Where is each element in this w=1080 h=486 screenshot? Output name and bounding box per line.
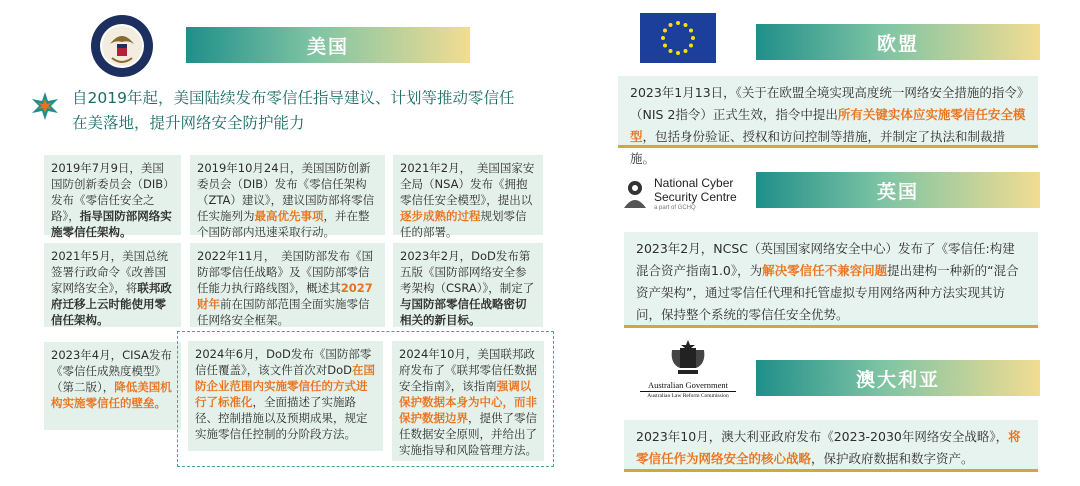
- text-highlight: 逐步成熟的过程: [400, 209, 481, 223]
- au-banner: [756, 360, 1040, 396]
- uk-card: [624, 232, 1038, 328]
- usa-card-2022-11: [190, 243, 385, 327]
- text: 2019年10月24日，美国国防创新委员会（DIB）发布《零信任架构（ZTA）建议》，建议国防部将零信任实施列为: [197, 161, 375, 223]
- au-gov-line-1: Australian Government: [640, 380, 736, 392]
- intro-line-2: 在美落地，提升网络安全防护能力: [72, 114, 305, 132]
- eu-star-icon: [676, 51, 680, 55]
- eu-flag: [640, 13, 716, 63]
- usa-card-2019-10: [190, 155, 385, 239]
- text-highlight: 解决零信任不兼容问题: [762, 263, 888, 278]
- text: 2023年2月，DoD发布第五版《国防部网络安全参考架构（CSRA）》，制定了: [400, 249, 535, 295]
- usa-card-2024-10: [392, 341, 544, 461]
- text-highlight: 降低美国机构实施零信任的壁垒。: [51, 380, 172, 410]
- text-bold: 联邦政府迁移上云时能使用零信任架构。: [51, 281, 172, 327]
- text: ，提供了零信任数据安全原则，并给出了实施指导和风险管理方法。: [399, 411, 537, 457]
- eu-banner: [756, 24, 1040, 60]
- usa-card-2023-02: [393, 243, 543, 327]
- eu-star-icon: [689, 29, 693, 33]
- eu-star-icon: [691, 36, 695, 40]
- australian-government-logo: [640, 340, 736, 404]
- ncsc-logo: [620, 176, 760, 216]
- text: 2023年2月，NCSC（英国国家网络安全中心）发布了《零信任:构建混合资产指南1.0》，为: [636, 241, 1015, 278]
- text-highlight: 强调以保护数据本身为中心，而非保护数据边界: [399, 379, 537, 425]
- au-card: [624, 420, 1038, 472]
- text: ，包括身份验证、授权和访问控制等措施，并制定了执法和制裁措施。: [630, 129, 1006, 166]
- usa-card-2021-02: [393, 155, 543, 239]
- text: 前在国防部范围全面实施零信任网络安全框架。: [197, 297, 370, 327]
- text: 规划零信任的部署。: [400, 209, 527, 239]
- text: ，全面描述了实施路径、控制措施以及预期成果，规定实施零信任控制的分阶段方法。: [195, 395, 368, 441]
- text: 2019年7月9日，美国国防创新委员会（DIB）发布《零信任安全之路》，: [51, 161, 169, 223]
- text-highlight: 将零信任作为网络安全的核心战略: [636, 429, 1021, 466]
- text: 2022年11月， 美国防部发布《国防部零信任战略》及《国防部零信任能力执行路线图》，概述其: [197, 249, 374, 295]
- au-title: 澳大利亚: [855, 368, 940, 391]
- star-icon: [30, 91, 60, 121]
- uk-banner: [756, 172, 1040, 208]
- usa-banner: [186, 27, 470, 63]
- ncsc-line-2: Security Centre: [654, 190, 737, 204]
- ncsc-line-1: National Cyber: [654, 176, 734, 190]
- text-bold: 指导国防部网络实施零信任架构。: [51, 209, 172, 239]
- us-house-seal: [90, 14, 154, 78]
- uk-title: 英国: [876, 180, 919, 203]
- text-highlight: 最高优先事项: [254, 209, 324, 223]
- text-highlight: 2027财年: [197, 281, 373, 311]
- eu-star-icon: [676, 21, 680, 25]
- text: 2023年1月13日，《关于在欧盟全境实现高度统一网络安全措施的指令》（NIS 2指令）正式生效，指令中提出: [630, 85, 1024, 122]
- text: 2023年4月，CISA发布《零信任成熟度模型》（第二版），: [51, 348, 172, 394]
- au-gov-line-2: Australian Law Reform Commission: [647, 393, 729, 399]
- eu-star-icon: [669, 49, 673, 53]
- usa-intro: [72, 86, 542, 136]
- usa-card-2021-05: [44, 243, 181, 327]
- text: 2024年10月，美国联邦政府发布了《联邦零信任数据安全指南》，该指南: [399, 347, 537, 393]
- eu-star-icon: [689, 44, 693, 48]
- intro-line-1: 自2019年起，美国陆续发布零信任指导建议、计划等推动零信任: [72, 89, 515, 107]
- usa-card-2023-04: [44, 342, 181, 430]
- text-highlight: 所有关键实体应实施零信任安全模型: [630, 107, 1026, 144]
- eu-title: 欧盟: [876, 32, 919, 55]
- eu-star-icon: [663, 29, 667, 33]
- eu-star-icon: [684, 49, 688, 53]
- text: ，保护政府数据和数字资产。: [811, 451, 974, 466]
- text: 2024年6月，DoD发布《国防部零信任覆盖》，该文件首次对DoD: [195, 347, 372, 377]
- text-bold: 与国防部零信任战略密切相关的新目标。: [400, 297, 527, 327]
- text: 2021年5月，美国总统签署行政命令《改善国家网络安全》，将: [51, 249, 169, 295]
- text: 提出建构一种新的“混合资产架构”，通过零信任代理和托管虚拟专用网络两种方法实现其访问，保持整个系统的零信任安全优势。: [636, 263, 1019, 322]
- ncsc-line-3: a part of GCHQ: [654, 205, 696, 211]
- usa-card-2019-07: [44, 155, 181, 239]
- usa-card-2024-06: [188, 341, 383, 451]
- eu-star-icon: [663, 44, 667, 48]
- eu-star-icon: [669, 23, 673, 27]
- text: ，并在整个国防部内迅速采取行动。: [197, 209, 370, 239]
- usa-title: 美国: [306, 35, 349, 58]
- eu-card: [618, 76, 1038, 166]
- text: 2023年10月，澳大利亚政府发布《2023-2030年网络安全战略》，: [636, 429, 1009, 444]
- eu-star-icon: [661, 36, 665, 40]
- text-highlight: 在国防企业范围内实施零信任的方式进行了标准化: [195, 363, 375, 409]
- text: 2021年2月， 美国国家安全局（NSA）发布《拥抱零信任安全模型》，提出以: [400, 161, 535, 207]
- eu-star-icon: [684, 23, 688, 27]
